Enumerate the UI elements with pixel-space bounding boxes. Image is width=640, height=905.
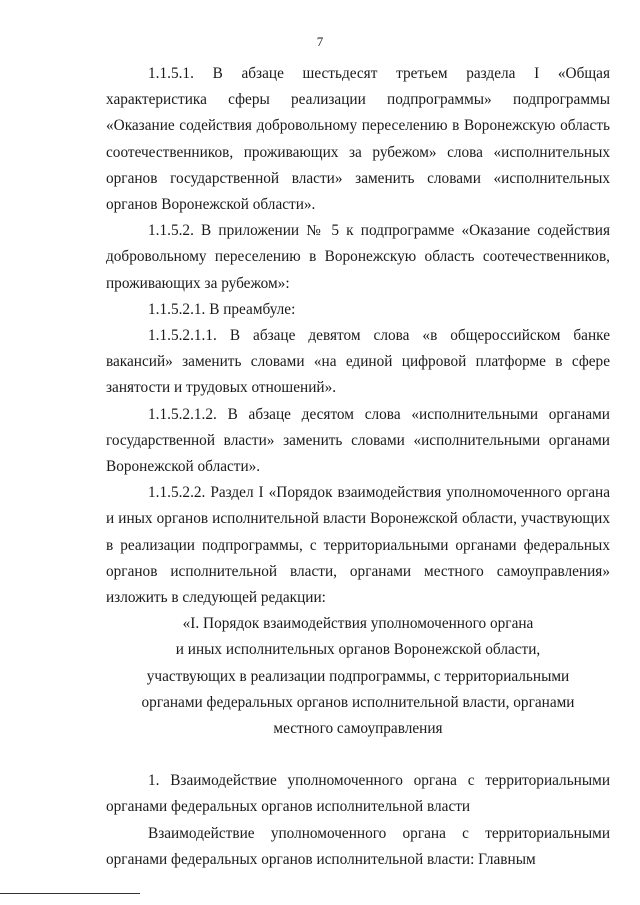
paragraph-1-1-5-2-1-1: 1.1.5.2.1.1. В абзаце девятом слова «в общероссийском банке вакансий» заменить словами «на единой цифровой платформе в сфере занятости и трудовых отношений». (106, 327, 610, 397)
section-heading-line: «I. Порядок взаимодействия уполномоченного органа (182, 615, 534, 633)
section-heading-line: и иных исполнительных органов Воронежской области, (175, 641, 541, 659)
section-heading-line: участвующих в реализации подпрограммы, с территориальными (146, 667, 570, 685)
document-body (106, 61, 610, 873)
paragraph-1-1-5-2-2: 1.1.5.2.2. Раздел I «Порядок взаимодействия уполномоченного органа и иных органов исполнительной власти Воронежской области, участвующих в реализации подпрограммы, с территориальными органами федеральных органов исполнительной власти, органами местного самоуправления» изложить в следующей редакции: (106, 484, 610, 607)
footer-rule (0, 893, 140, 894)
section-heading-line: местного самоуправления (273, 720, 443, 738)
subsection-1-title: 1. Взаимодействие уполномоченного органа с территориальными органами федеральных органов исполнительной власти (106, 772, 610, 816)
section-heading-line: органами федеральных органов исполнительной власти, органами (141, 693, 575, 711)
subsection-1-paragraph: Взаимодействие уполномоченного органа с территориальными органами федеральных органов исполнительной власти: Главным (106, 824, 610, 868)
paragraph-1-1-5-2-1-2: 1.1.5.2.1.2. В абзаце десятом слова «исполнительными органами государственной власти» заменить словами «исполнительными органами Воронежской области». (106, 405, 610, 476)
page-number: 7 (316, 34, 324, 49)
paragraph-1-1-5-2: 1.1.5.2. В приложении № 5 к подпрограмме «Оказание содействия добровольному переселению в Воронежскую область соотечественников, проживающих за рубежом»: (106, 222, 610, 292)
paragraph-1-1-5-2-1: 1.1.5.2.1. В преамбуле: (148, 300, 296, 318)
section-heading (106, 611, 610, 742)
paragraph-1-1-5-1: 1.1.5.1. В абзаце шестьдесят третьем раздела I «Общая характеристика сферы реализации подпрограммы» подпрограммы «Оказание содействия добровольному переселению в Воронежскую область соотечественников, проживающих за рубежом» слова «исполнительных органов государственной власти» заменить словами «исполнительных органов Воронежской области». (106, 65, 610, 214)
